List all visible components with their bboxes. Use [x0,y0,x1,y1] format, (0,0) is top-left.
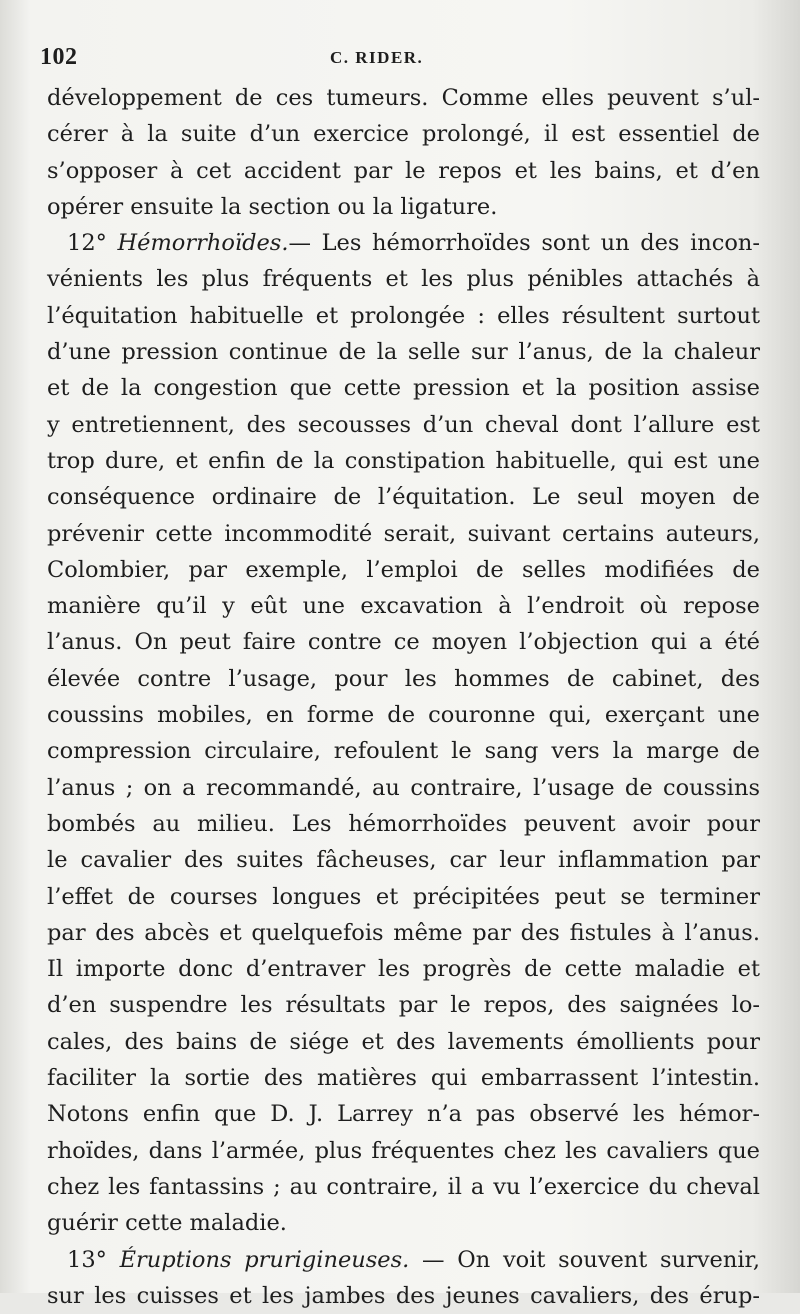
text-line: guérir cette maladie. [47,1210,287,1237]
running-head [40,40,760,76]
text-line: bombés au milieu. Les hémorrhoïdes peuvent avoir pour [47,810,760,837]
text-line: chez les fantassins ; au contraire, il a vu l’exercice du cheval [47,1173,760,1200]
section-number: 12° [67,230,107,257]
section-title: Hémorrhoïdes. [117,230,289,257]
page-number: 102 [40,44,78,70]
text-line: trop dure, et enfin de la constipation habituelle, qui est une [47,447,760,474]
section-text: — On voit souvent survenir, [409,1246,760,1273]
section-heading-line [47,1242,760,1278]
text-line: l’effet de courses longues et précipitées peut se terminer [47,883,760,910]
text-line: manière qu’il y eût une excavation à l’endroit où repose [47,593,760,620]
text-line: élevée contre l’usage, pour les hommes de cabinet, des [47,665,760,692]
text-line: d’une pression continue de la selle sur l’anus, de la chaleur [47,339,760,366]
text-line: cérer à la suite d’un exercice prolongé, il est essentiel de [47,121,760,148]
text-line: conséquence ordinaire de l’équitation. Le seul moyen de [47,484,760,511]
running-title: C. RIDER. [330,48,424,67]
text-line: Notons enfin que D. J. Larrey n’a pas observé les hémor- [47,1101,760,1128]
section-text: — Les hémorrhoïdes sont un des incon- [288,230,760,257]
text-line: prévenir cette incommodité serait, suivant certains auteurs, [47,520,760,547]
text-line: le cavalier des suites fâcheuses, car leur inflammation par [47,847,760,874]
text-line: faciliter la sortie des matières qui embarrassent l’intestin. [47,1065,760,1092]
section-title: Éruptions prurigineuses. [119,1246,410,1273]
section-heading-line [47,225,760,261]
text-line: coussins mobiles, en forme de couronne qui, exerçant une [47,702,760,729]
text-line: compression circulaire, refoulent le sang vers la marge de [47,738,760,765]
text-line: vénients les plus fréquents et les plus pénibles attachés à [47,266,760,293]
text-line: et de la congestion que cette pression et la position assise [47,375,760,402]
text-line: l’anus. On peut faire contre ce moyen l’objection qui a été [47,629,760,656]
text-line: opérer ensuite la section ou la ligature. [47,193,498,220]
text-line: l’équitation habituelle et prolongée : elles résultent surtout [47,302,760,329]
text-line: développement de ces tumeurs. Comme elles peuvent s’ul- [47,85,760,111]
text-line: par des abcès et quelquefois même par des fistules à l’anus. [47,919,760,946]
text-line: rhoïdes, dans l’armée, plus fréquentes chez les cavaliers que [47,1137,760,1164]
section-number: 13° [67,1246,107,1273]
text-line: l’anus ; on a recommandé, au contraire, l’usage de coussins [47,774,760,801]
text-line: d’en suspendre les résultats par le repos, des saignées lo- [47,992,760,1019]
body-text [47,80,760,1314]
text-line: Colombier, par exemple, l’emploi de selles modifiées de [47,556,760,583]
text-line: sur les cuisses et les jambes des jeunes cavaliers, des érup- [47,1282,760,1309]
text-line: Il importe donc d’entraver les progrès de cette maladie et [47,956,760,983]
text-line: cales, des bains de siége et des lavements émollients pour [47,1028,760,1055]
text-line: y entretiennent, des secousses d’un cheval dont l’allure est [47,411,760,438]
text-line: s’opposer à cet accident par le repos et les bains, et d’en [47,157,760,184]
